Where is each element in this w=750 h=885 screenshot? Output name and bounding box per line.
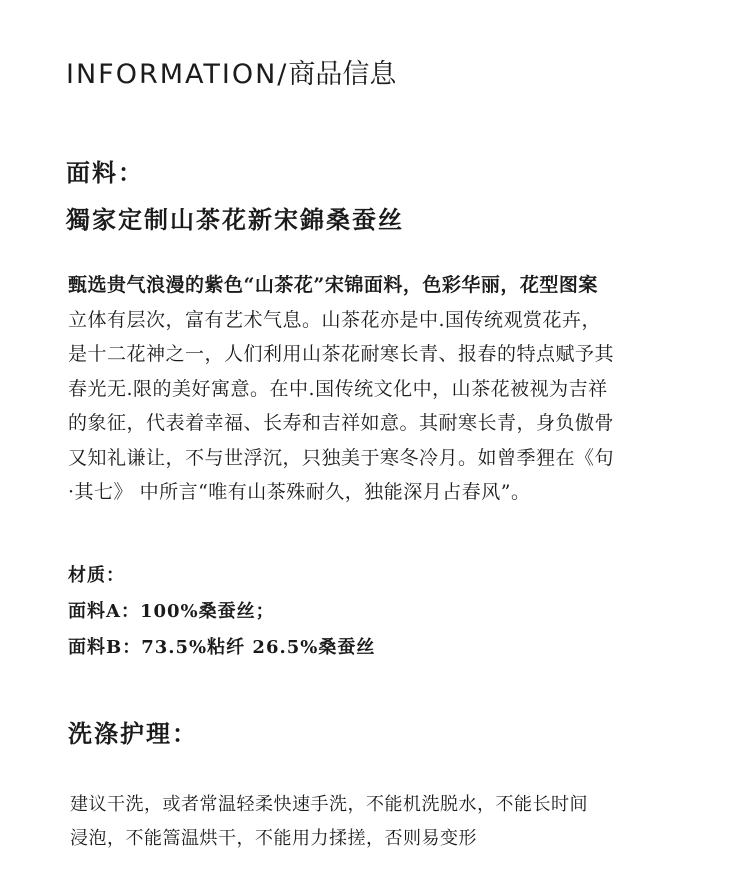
care-line: 浸泡，不能篙温烘干，不能用力揉搓，否则易变形 [70,828,477,849]
fabric-description [68,268,693,510]
description-line: 又知礼谦让，不与世浮沉，只独美于寒冬冷月。如曾季狸在《句 [68,446,615,469]
description-line: 甄选贵气浪漫的紫色“山茶花”宋锦面料，色彩华丽，花型图案 [68,274,598,296]
material-title: 材质： [68,565,125,586]
description-line: 立体有层次，富有艺术气息。山茶花亦是中.国传统观赏花卉， [68,308,602,331]
care-instructions [70,788,588,856]
description-line: ·其七》 中所言“唯有山茶殊耐久，独能深月占春风”。 [68,481,531,503]
header-english: INFORMATION/ [66,59,289,90]
care-title: 洗涤护理： [68,719,198,748]
material-fabric-a: 面料A：100%桑蚕丝； [68,601,275,622]
fabric-name: 獨家定制山茶花新宋錦桑蚕丝 [66,205,404,234]
material-fabric-b: 面料B：73.5%粘纤 26.5%桑蚕丝 [68,637,376,658]
description-line: 的象征，代表着幸福、长寿和吉祥如意。其耐寒长青，身负傲骨 [68,412,615,434]
material-section [68,558,375,666]
description-line: 春光无.限的美好寓意。在中.国传统文化中，山茶花被视为吉祥 [68,377,608,400]
section-header [66,52,396,91]
care-line: 建议干洗，或者常温轻柔快速手洗，不能机洗脱水，不能长时间 [70,794,588,815]
header-chinese: 商品信息 [288,59,397,90]
description-line: 是十二花神之一，人们利用山茶花耐寒长青、报春的特点赋予其 [68,343,615,365]
fabric-label: 面料： [66,158,144,187]
